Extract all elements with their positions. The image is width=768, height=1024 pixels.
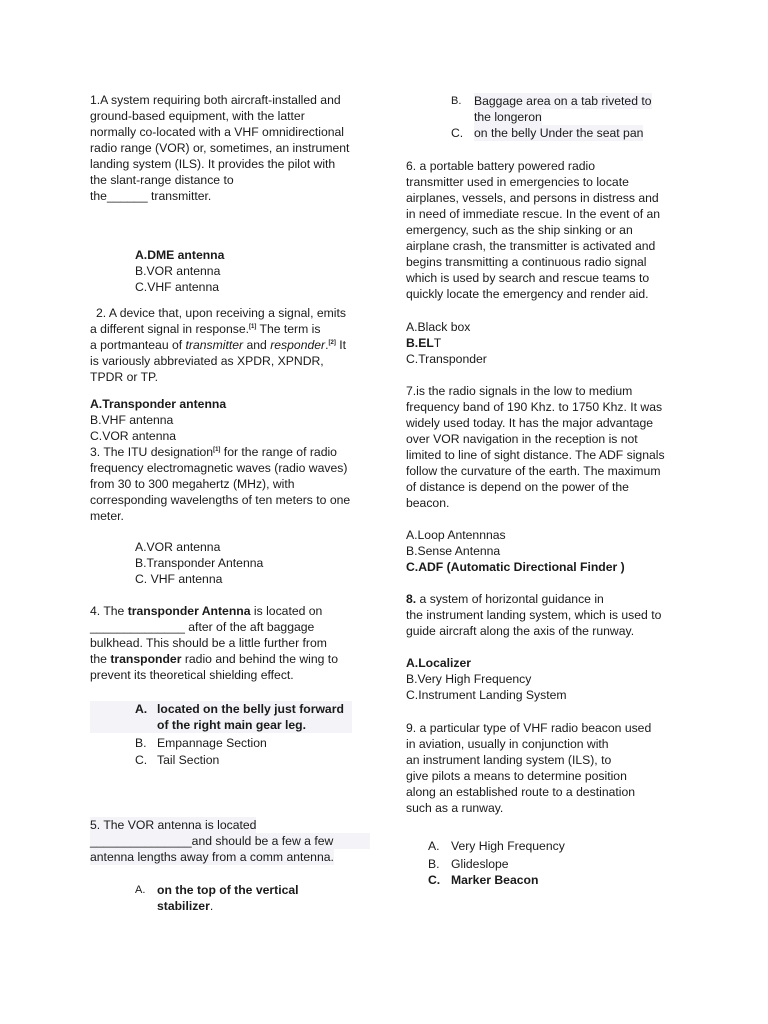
text: the: [90, 652, 111, 666]
option-b-answer: [406, 335, 487, 351]
text: a different signal in response.: [90, 322, 249, 336]
question-8: [406, 591, 678, 639]
question-text-line: [90, 603, 370, 619]
question-text-line: begins transmitting a continuous radio signal: [406, 255, 647, 269]
question-text-line: the slant-range distance to: [90, 173, 234, 187]
question-2: [90, 305, 370, 385]
question-text-line: [90, 305, 370, 321]
question-text-line: bulkhead. This should be a little further from: [90, 636, 327, 650]
text: stabilizer: [157, 899, 210, 913]
option-letter: C.: [451, 126, 464, 140]
option-letter: B.: [428, 857, 440, 871]
question-text-line: [90, 337, 370, 353]
citation-ref[interactable]: [2]: [328, 339, 336, 346]
text: B.EL: [406, 336, 434, 350]
question-text-line: airplanes, vessels, and persons in distress and: [406, 191, 659, 205]
option-letter: A.: [428, 839, 440, 853]
option-a: A.Black box: [406, 320, 471, 334]
question-text-line: is variously abbreviated as XPDR, XPNDR,: [90, 354, 324, 368]
option-c-answer: C.ADF (Automatic Directional Finder ): [406, 560, 625, 574]
question-4: [90, 603, 370, 683]
citation-ref[interactable]: [1]: [249, 323, 257, 330]
text: T: [433, 336, 442, 350]
option-text: Marker Beacon: [451, 873, 539, 887]
question-text-line: landing system (ILS). It provides the pilot with: [90, 157, 336, 171]
question-text-line: ______________ after of the aft baggage: [90, 620, 315, 634]
option-c: C. VHF antenna: [135, 572, 223, 586]
question-6-options: [406, 319, 487, 367]
question-text-line: frequency electromagnetic waves (radio waves): [90, 461, 348, 475]
option-b: [406, 93, 678, 125]
option-c: [90, 752, 370, 768]
text: is located on: [250, 604, 323, 618]
question-text-line: airplane crash, the transmitter is activated and: [406, 239, 656, 253]
text: 3. The ITU designation: [90, 445, 214, 459]
question-text-line: [90, 651, 370, 667]
text: .: [209, 899, 214, 913]
option-b: [406, 856, 678, 872]
option-b: [90, 735, 370, 751]
question-text-line: guide aircraft along the axis of the runway.: [406, 624, 635, 638]
option-text: located on the belly just forward: [157, 702, 344, 716]
question-4-options: [90, 701, 370, 768]
question-text-line: 7.is the radio signals in the low to medium: [406, 384, 633, 398]
question-text-line: from 30 to 300 megahertz (MHz), with: [90, 477, 295, 491]
question-text-line: radio range (VOR) or, sometimes, an instrument: [90, 141, 350, 155]
question-text-line: antenna lengths away from a comm antenna.: [90, 850, 334, 864]
question-text-line: follow the curvature of the earth. The maximum: [406, 464, 661, 478]
citation-ref[interactable]: [1]: [213, 446, 221, 453]
option-b: B.VOR antenna: [135, 264, 221, 278]
option-c: [406, 125, 678, 141]
option-letter: B.: [451, 95, 462, 107]
bold-term: transponder Antenna: [127, 604, 251, 618]
option-text: Empannage Section: [157, 736, 267, 750]
text: and: [243, 338, 271, 352]
question-7-options: [406, 527, 625, 575]
question-text-line: 6. a portable battery powered radio: [406, 159, 596, 173]
question-text-line: along an established route to a destination: [406, 785, 636, 799]
question-text-line: emergency, such as the ship sinking or an: [406, 223, 633, 237]
option-a: A.Loop Antennnas: [406, 528, 506, 542]
question-9-options: [406, 838, 678, 888]
question-8-options: [406, 655, 567, 703]
question-text-line: limited to line of sight distance. The ADF signals: [406, 448, 665, 462]
question-text-line: in aviation, usually in conjunction with: [406, 737, 609, 751]
option-c: C.Transponder: [406, 352, 487, 366]
option-text: Baggage area on a tab riveted to: [474, 94, 652, 108]
question-text-line: transmitter used in emergencies to locate: [406, 175, 629, 189]
option-text: Glideslope: [451, 857, 509, 871]
question-3: [90, 444, 370, 524]
question-text-line: 9. a particular type of VHF radio beacon used: [406, 721, 652, 735]
option-text: of the right main gear leg.: [157, 718, 306, 732]
option-letter: C.: [428, 873, 441, 887]
text: a system of horizontal guidance in: [416, 592, 604, 606]
text: radio and behind the wing to: [181, 652, 338, 666]
option-letter: A.: [135, 702, 148, 716]
option-text: on the top of the vertical: [157, 883, 299, 897]
option-a-answer: A.Localizer: [406, 656, 472, 670]
option-b: B.Sense Antenna: [406, 544, 501, 558]
option-text: Tail Section: [157, 753, 220, 767]
question-text-line: such as a runway.: [406, 801, 504, 815]
question-text-line: [90, 321, 370, 337]
question-text-line: 5. The VOR antenna is located: [90, 818, 257, 832]
option-letter: B.: [135, 736, 147, 750]
question-text-line: [406, 591, 678, 607]
question-text-line: _______________and should be a few a few: [90, 833, 370, 849]
question-5-options-continued: [406, 93, 678, 141]
text: 4. The: [90, 604, 128, 618]
option-b: B.Very High Frequency: [406, 672, 532, 686]
question-1-options: [90, 247, 224, 295]
option-c: C.VHF antenna: [135, 280, 220, 294]
text: .: [325, 338, 329, 352]
question-text-line: widely used today. It has the major advantage: [406, 416, 654, 430]
option-a-answer: [90, 882, 370, 914]
option-c: C.VOR antenna: [90, 429, 177, 443]
option-b: B.Transponder Antenna: [135, 556, 264, 570]
question-text-line: beacon.: [406, 496, 450, 510]
option-text: the longeron: [474, 110, 542, 124]
option-c-answer: [406, 872, 678, 888]
question-1: [90, 92, 365, 204]
question-9: [406, 720, 678, 816]
question-5: [90, 817, 370, 865]
question-text-line: prevent its theoretical shielding effect.: [90, 668, 294, 682]
question-text-line: meter.: [90, 509, 124, 523]
option-a: A.VOR antenna: [135, 540, 221, 554]
question-text-line: 1.A system requiring both aircraft-installed and: [90, 93, 341, 107]
option-letter: A.: [135, 884, 146, 896]
option-a-answer: [90, 701, 352, 733]
option-text: [157, 898, 370, 914]
question-3-options: [90, 539, 263, 587]
option-c: C.Instrument Landing System: [406, 688, 567, 702]
question-text-line: ground-based equipment, with the latter: [90, 109, 305, 123]
text: 2. A device that, upon receiving a signal, emits: [96, 306, 346, 320]
question-text-line: the instrument landing system, which is used to: [406, 608, 662, 622]
question-text-line: of distance is depend on the power of the: [406, 480, 629, 494]
question-text-line: TPDR or TP.: [90, 370, 158, 384]
text: The term is: [256, 322, 321, 336]
option-a-answer: A.DME antenna: [135, 248, 225, 262]
option-letter: C.: [135, 753, 148, 767]
question-number: 8.: [406, 592, 417, 606]
question-text-line: over VOR navigation in the reception is not: [406, 432, 638, 446]
question-2-options: [90, 396, 226, 444]
text: It: [335, 338, 347, 352]
question-text-line: quickly locate the emergency and render aid.: [406, 287, 649, 301]
question-text-line: an instrument landing system (ILS), to: [406, 753, 612, 767]
text: for the range of radio: [220, 445, 337, 459]
question-text-line: in need of immediate rescue. In the event of an: [406, 207, 661, 221]
question-text-line: frequency band of 190 Khz. to 1750 Khz. It was: [406, 400, 663, 414]
italic-term: transmitter: [185, 338, 244, 352]
question-text-line: the______ transmitter.: [90, 189, 212, 203]
question-text-line: normally co-located with a VHF omnidirectional: [90, 125, 345, 139]
question-text-line: which is used by search and rescue teams to: [406, 271, 650, 285]
bold-term: transponder: [110, 652, 182, 666]
text: a portmanteau of: [90, 338, 186, 352]
question-7: [406, 383, 678, 511]
italic-term: responder: [270, 338, 326, 352]
question-5-option-a: [90, 882, 370, 914]
option-text: on the belly Under the seat pan: [474, 126, 644, 140]
option-b: B.VHF antenna: [90, 413, 174, 427]
question-6: [406, 158, 678, 302]
option-a-answer: A.Transponder antenna: [90, 397, 227, 411]
question-text-line: give pilots a means to determine position: [406, 769, 627, 783]
question-text-line: [90, 444, 370, 460]
option-text: Very High Frequency: [451, 839, 565, 853]
question-text-line: corresponding wavelengths of ten meters to one: [90, 493, 351, 507]
option-a: [406, 838, 678, 854]
